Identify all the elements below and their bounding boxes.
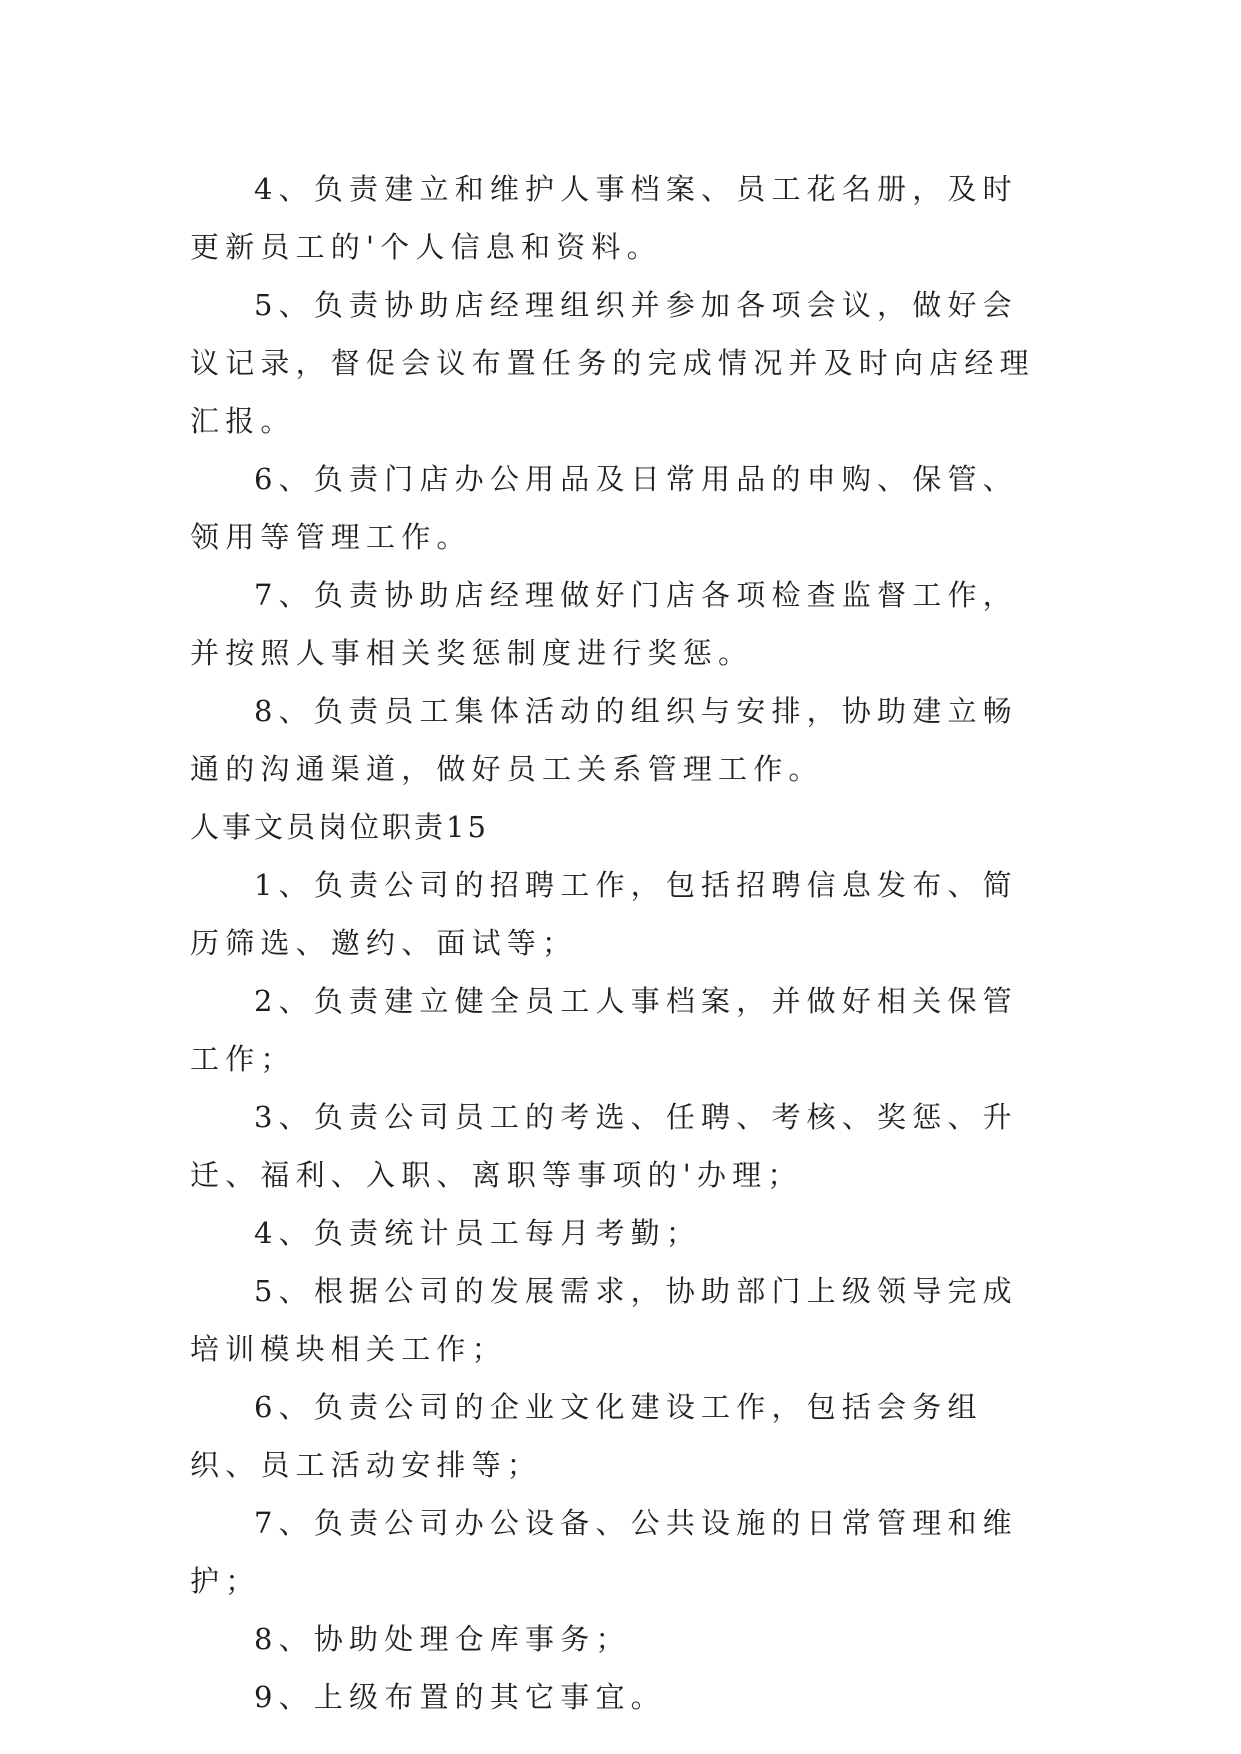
list-item: 3、负责公司员工的考选、任聘、考核、奖惩、升迁、福利、入职、离职等事项的'办理； (190, 1100, 1018, 1192)
list-item: 7、负责协助店经理做好门店各项检查监督工作，并按照人事相关奖惩制度进行奖惩。 (190, 578, 1018, 670)
list-item: 9、上级布置的其它事宜。 (254, 1680, 666, 1714)
list-item: 7、负责公司办公设备、公共设施的日常管理和维护； (190, 1506, 1018, 1598)
document-body (190, 160, 1052, 1726)
list-item: 4、负责统计员工每月考勤； (254, 1216, 702, 1250)
list-item: 8、负责员工集体活动的组织与安排，协助建立畅通的沟通渠道，做好员工关系管理工作。 (190, 694, 1018, 786)
list-item: 6、负责门店办公用品及日常用品的申购、保管、领用等管理工作。 (190, 462, 1018, 554)
list-item: 2、负责建立健全员工人事档案，并做好相关保管工作； (190, 984, 1018, 1076)
section-heading: 人事文员岗位职责15 (190, 810, 489, 844)
list-item: 5、负责协助店经理组织并参加各项会议，做好会议记录，督促会议布置任务的完成情况并及时向店经理汇报。 (190, 288, 1035, 438)
list-item: 6、负责公司的企业文化建设工作，包括会务组织、员工活动安排等； (190, 1390, 983, 1482)
list-item: 1、负责公司的招聘工作，包括招聘信息发布、简历筛选、邀约、面试等； (190, 868, 1018, 960)
list-item: 4、负责建立和维护人事档案、员工花名册，及时更新员工的'个人信息和资料。 (190, 172, 1018, 264)
list-item: 8、协助处理仓库事务； (254, 1622, 631, 1656)
list-item: 5、根据公司的发展需求，协助部门上级领导完成培训模块相关工作； (190, 1274, 1018, 1366)
